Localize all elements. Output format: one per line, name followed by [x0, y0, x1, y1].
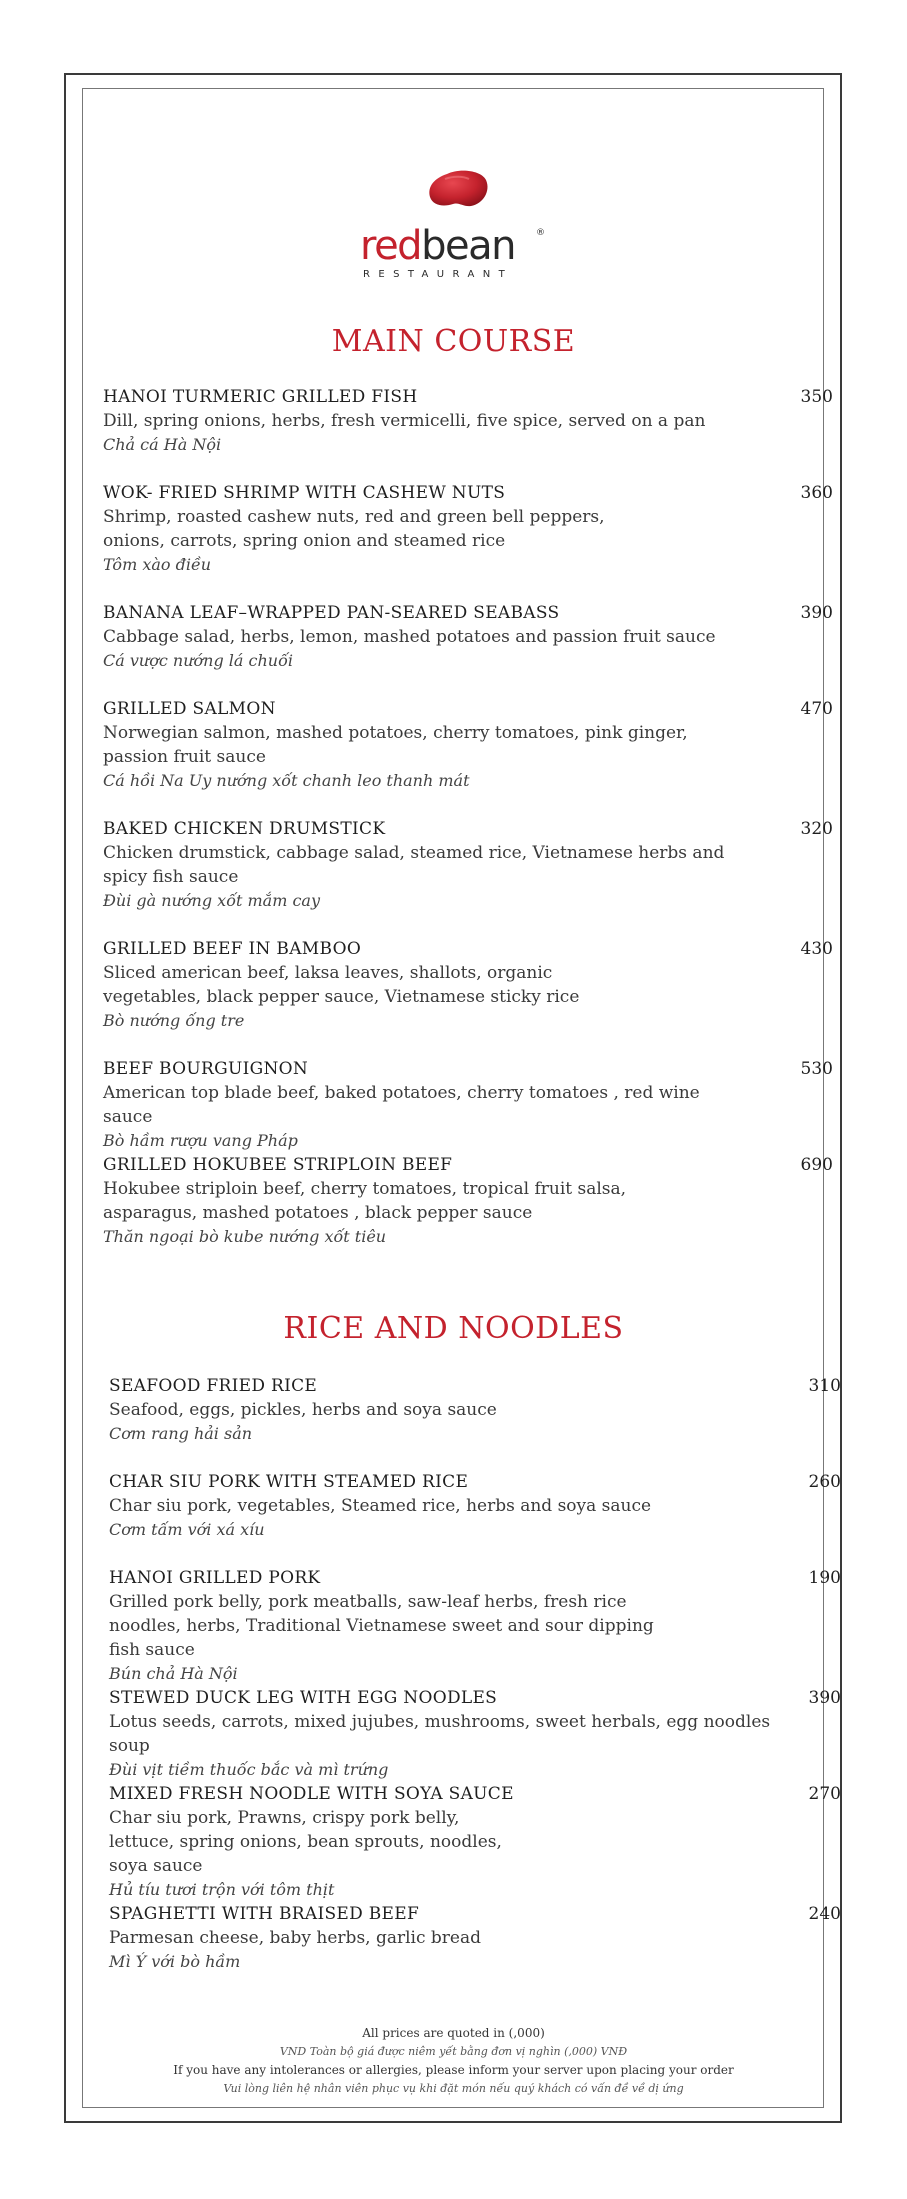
menu-item-name: MIXED FRESH NOODLE WITH SOYA SAUCE [109, 1784, 514, 1804]
menu-item-price: 470 [800, 699, 833, 719]
menu-item-vietnamese-name: Bò hầm rượu vang Pháp [103, 1131, 298, 1150]
menu-item [103, 601, 833, 673]
menu-item [109, 1566, 839, 1686]
menu-item-name: GRILLED SALMON [103, 699, 276, 719]
menu-item-description: American top blade beef, baked potatoes, cherry tomatoes , red wine sauce [103, 1083, 700, 1127]
menu-item-description: Cabbage salad, herbs, lemon, mashed potatoes and passion fruit sauce [103, 627, 716, 647]
menu-item [103, 697, 833, 793]
menu-item-name: CHAR SIU PORK WITH STEAMED RICE [109, 1472, 469, 1492]
menu-item-name: BANANA LEAF–WRAPPED PAN-SEARED SEABASS [103, 603, 560, 623]
menu-item-price: 240 [808, 1904, 841, 1924]
menu-item [109, 1782, 839, 1902]
menu-item [109, 1470, 839, 1542]
menu-item [109, 1902, 839, 1974]
menu-item-vietnamese-name: Đùi vịt tiềm thuốc bắc và mì trứng [109, 1760, 389, 1779]
menu-item-name: GRILLED HOKUBEE STRIPLOIN BEEF [103, 1155, 453, 1175]
menu-item-description: Dill, spring onions, herbs, fresh vermicelli, five spice, served on a pan [103, 411, 706, 431]
menu-item-vietnamese-name: Chả cá Hà Nội [103, 435, 222, 454]
menu-item-name: HANOI TURMERIC GRILLED FISH [103, 387, 418, 407]
menu-item-vietnamese-name: Hủ tíu tươi trộn với tôm thịt [109, 1880, 335, 1899]
menu-item-price: 350 [800, 387, 833, 407]
menu-item-name: HANOI GRILLED PORK [109, 1568, 321, 1588]
menu-item-description: Char siu pork, vegetables, Steamed rice, herbs and soya sauce [109, 1496, 652, 1516]
menu-item-price: 430 [800, 939, 833, 959]
menu-item [109, 1686, 839, 1782]
menu-item-price: 310 [808, 1376, 841, 1396]
menu-item-price: 260 [808, 1472, 841, 1492]
menu-item-description: Lotus seeds, carrots, mixed jujubes, mushrooms, sweet herbals, egg noodles soup [109, 1712, 771, 1756]
logo-subtitle: RESTAURANT [363, 269, 514, 280]
menu-item-vietnamese-name: Thăn ngoại bò kube nướng xốt tiêu [103, 1227, 387, 1246]
menu-item [103, 937, 833, 1033]
menu-item-description: Char siu pork, Prawns, crispy pork belly, lettuce, spring onions, bean sprouts, noodles, soya sauce [109, 1808, 502, 1876]
menu-item-price: 270 [808, 1784, 841, 1804]
menu-item [103, 385, 833, 457]
logo-word-red: red [360, 223, 422, 269]
menu-item-vietnamese-name: Cá vược nướng lá chuối [103, 651, 293, 670]
menu-item-name: BAKED CHICKEN DRUMSTICK [103, 819, 386, 839]
menu-item-description: Norwegian salmon, mashed potatoes, cherry tomatoes, pink ginger, passion fruit sauce [103, 723, 688, 767]
restaurant-logo [355, 168, 555, 283]
menu-item-description: Grilled pork belly, pork meatballs, saw-leaf herbs, fresh rice noodles, herbs, Traditional Vietnamese sweet and sour dipping fish sauce [109, 1592, 654, 1660]
footer-allergy-note-en: If you have any intolerances or allergies, please inform your server upon placing your order [173, 2063, 734, 2077]
menu-item [103, 481, 833, 577]
menu-item [103, 1057, 833, 1153]
menu-item [109, 1374, 839, 1446]
red-bean-icon [355, 168, 555, 228]
menu-item-price: 390 [808, 1688, 841, 1708]
menu-item-price: 360 [800, 483, 833, 503]
menu-item-vietnamese-name: Bò nướng ống tre [103, 1011, 245, 1030]
footer-price-note-vn: VND Toàn bộ giá được niêm yết bằng đơn vị nghìn (,000) VNĐ [279, 2045, 628, 2058]
menu-item [103, 817, 833, 913]
menu-item-description: Parmesan cheese, baby herbs, garlic bread [109, 1928, 481, 1948]
menu-item-name: SEAFOOD FRIED RICE [109, 1376, 318, 1396]
menu-item-vietnamese-name: Cá hồi Na Uy nướng xốt chanh leo thanh mát [103, 771, 470, 790]
menu-item-vietnamese-name: Cơm tấm với xá xíu [109, 1520, 265, 1539]
logo-wordmark [360, 223, 515, 269]
menu-item-description: Shrimp, roasted cashew nuts, red and green bell peppers, onions, carrots, spring onion and steamed rice [103, 507, 605, 551]
footer-price-note-en: All prices are quoted in (,000) [362, 2026, 545, 2040]
menu-item-price: 190 [808, 1568, 841, 1588]
price-note-footer [0, 2024, 907, 2098]
menu-item-vietnamese-name: Đùi gà nướng xốt mắm cay [103, 891, 320, 910]
menu-item-name: GRILLED BEEF IN BAMBOO [103, 939, 362, 959]
section-title-main-course: MAIN COURSE [331, 324, 576, 359]
menu-item-vietnamese-name: Tôm xào điều [103, 555, 212, 574]
menu-item-vietnamese-name: Bún chả Hà Nội [109, 1664, 238, 1683]
menu-item-vietnamese-name: Mì Ý với bò hầm [109, 1952, 241, 1971]
menu-item-price: 320 [800, 819, 833, 839]
menu-item-description: Seafood, eggs, pickles, herbs and soya sauce [109, 1400, 497, 1420]
registered-mark: ® [536, 228, 545, 238]
menu-item [103, 1153, 833, 1249]
footer-allergy-note-vn: Vui lòng liên hệ nhân viên phục vụ khi đặt món nếu quý khách có vấn đề về dị ứng [223, 2082, 684, 2095]
menu-item-name: BEEF BOURGUIGNON [103, 1059, 309, 1079]
menu-item-name: STEWED DUCK LEG WITH EGG NOODLES [109, 1688, 498, 1708]
logo-word-dark: bean [421, 223, 515, 269]
menu-item-description: Hokubee striploin beef, cherry tomatoes, tropical fruit salsa, asparagus, mashed potatoes , black pepper sauce [103, 1179, 627, 1223]
menu-item-price: 690 [800, 1155, 833, 1175]
menu-item-price: 530 [800, 1059, 833, 1079]
menu-item-price: 390 [800, 603, 833, 623]
menu-item-name: SPAGHETTI WITH BRAISED BEEF [109, 1904, 420, 1924]
menu-item-name: WOK- FRIED SHRIMP WITH CASHEW NUTS [103, 483, 506, 503]
menu-item-description: Sliced american beef, laksa leaves, shallots, organic vegetables, black pepper sauce, Vietnamese sticky rice [103, 963, 580, 1007]
menu-item-vietnamese-name: Cơm rang hải sản [109, 1424, 253, 1443]
section-title-rice-and-noodles: RICE AND NOODLES [283, 1311, 624, 1346]
menu-item-description: Chicken drumstick, cabbage salad, steamed rice, Vietnamese herbs and spicy fish sauce [103, 843, 725, 887]
